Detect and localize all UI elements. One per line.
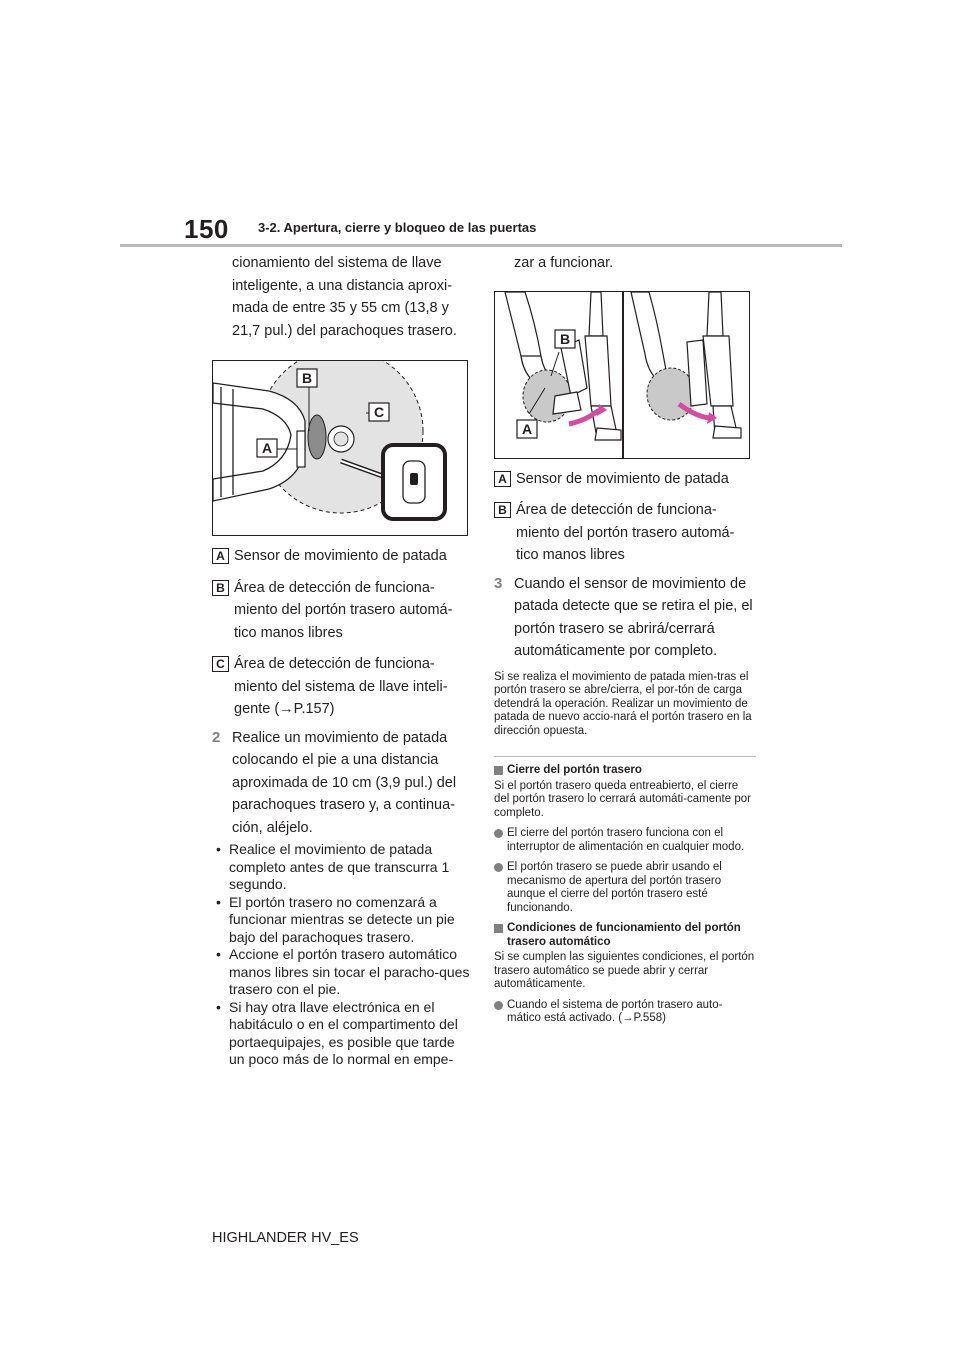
kick-sensor — [297, 431, 305, 467]
left-lead-text: cionamiento del sistema de llave inteligente, a una distancia aproxi-mada de entre 35 y 55 cm (13,8 y 21,7 pul.) del parachoques trasero. — [232, 255, 457, 339]
list-item: • Si hay otra llave electrónica en el habitáculo o en el compartimento del portaequipajes, es posible que tarde un poco más de lo normal en empe- — [216, 998, 458, 1067]
header-rule — [120, 244, 842, 247]
note-text-closer: Si el portón trasero queda entreabierto, el cierre del portón trasero lo cerrará automáti-camente por completo. — [494, 779, 751, 819]
page-number: 150 — [184, 214, 229, 244]
list-item: • El portón trasero no comenzará a funcionar mientras se detecte un pie bajo del parachoques trasero. — [216, 893, 455, 945]
list-item: • Realice el movimiento de patada completo antes de que transcurra 1 segundo. — [216, 841, 450, 892]
label-a: A — [261, 440, 273, 456]
square-bullet-icon — [494, 924, 503, 933]
label-b: B — [301, 370, 313, 386]
note-heading-conditions: Condiciones de funcionamiento del portón trasero automático — [494, 922, 756, 949]
note-intro: Si se realiza el movimiento de patada mien-tras el portón trasero se abre/cierra, el por-tón de carga detendrá la operación. Realizar un movimiento de patada de nuevo accio-nará el portón trasero en la dirección opuesta. — [494, 670, 752, 737]
legend-tag-a: A — [212, 548, 229, 564]
legend-item-b — [494, 499, 756, 567]
legend-text-a: Sensor de movimiento de patada — [516, 470, 729, 487]
legend-tag-c: C — [212, 656, 229, 672]
legend-tag-a: A — [494, 471, 511, 487]
legend-text-b: Área de detección de funciona-miento del portón trasero automá-tico manos libres — [234, 579, 453, 641]
legend-tag-b: B — [212, 580, 229, 596]
divider — [494, 756, 756, 757]
right-column — [494, 252, 756, 1026]
square-bullet-icon — [494, 766, 503, 775]
step-number: 2 — [212, 728, 221, 746]
vehicle-rear-detection-illustration — [213, 361, 468, 536]
right-lead-text: zar a funcionar. — [514, 255, 614, 271]
label-b: B — [559, 330, 571, 347]
legend-tag-b: B — [494, 502, 511, 518]
kick-motion-illustration — [495, 292, 750, 459]
legend-text-b: Área de detección de funciona-miento del portón trasero automá-tico manos libres — [516, 502, 735, 563]
legend-item-c — [212, 653, 474, 721]
legend-text-c: Área de detección de funciona-miento del sistema de llave inteli-gente (→P.157) — [234, 656, 448, 717]
step-text: Cuando el sensor de movimiento de patada detecte que se retira el pie, el portón trasero se abrirá/cerrará automáticamente por completo. — [514, 575, 753, 659]
footer-model: HIGHLANDER HV_ES — [212, 1230, 359, 1246]
note-heading-closer: Cierre del portón trasero — [494, 764, 756, 778]
kick-motion-figure — [494, 291, 750, 459]
note-bullet: El portón trasero se puede abrir usando el mecanismo de apertura del portón trasero aunque el cierre del portón trasero esté funcionando. — [494, 861, 756, 915]
legend-item-a — [494, 468, 756, 491]
note-bullet: El cierre del portón trasero funciona con el interruptor de alimentación en cualquier modo. — [494, 827, 756, 854]
step-2 — [212, 727, 474, 840]
circle-bullet-icon — [494, 863, 503, 872]
circle-bullet-icon — [494, 1001, 503, 1010]
legend-text-a: Sensor de movimiento de patada — [234, 548, 447, 564]
bullet-list — [212, 841, 474, 1069]
detection-area-b — [308, 415, 326, 459]
left-column — [212, 252, 474, 1069]
kick-sensor-area-figure — [212, 360, 468, 536]
list-item: • Accione el portón trasero automático manos libres sin tocar el paracho-ques trasero con el pie. — [216, 946, 470, 997]
label-a: A — [521, 420, 533, 437]
step-number: 3 — [494, 574, 503, 592]
section-title: 3-2. Apertura, cierre y bloqueo de las puertas — [258, 220, 537, 235]
step-text: Realice un movimiento de patada colocando el pie a una distancia aproximada de 10 cm (3,9 pul.) del parachoques trasero y, a continua-ción, aléjelo. — [232, 729, 457, 836]
legend-item-a — [212, 545, 474, 568]
note-text-conditions: Si se cumplen las siguientes condiciones, el portón trasero automático se puede abrir y cerrar automáticamente. — [494, 951, 755, 990]
legend-item-b — [212, 577, 474, 645]
step-3 — [494, 573, 756, 663]
note-bullet: Cuando el sistema de portón trasero auto-mático está activado. (→P.558) — [494, 999, 756, 1026]
circle-bullet-icon — [494, 829, 503, 838]
label-c: C — [373, 404, 385, 420]
